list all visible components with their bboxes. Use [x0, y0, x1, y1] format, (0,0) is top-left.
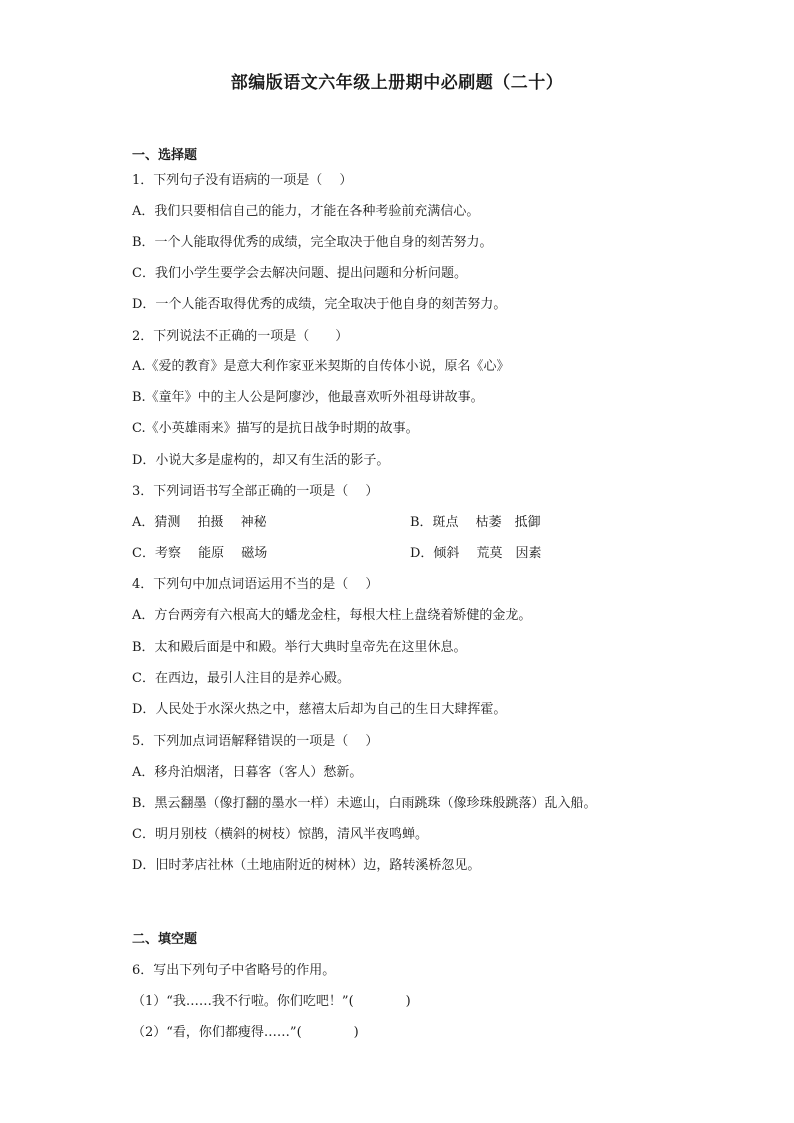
question-4-option-a: A．方台两旁有六根高大的蟠龙金柱，每根大柱上盘绕着矫健的金龙。	[132, 608, 532, 623]
question-1-option-d: D．一个人能否取得优秀的成绩，完全取决于他自身的刻苦努力。	[132, 297, 507, 312]
question-3-option-a: A．猜测 拍摄 神秘	[132, 515, 267, 530]
question-4-stem: 4．下列句中加点词语运用不当的是（ ）	[132, 577, 379, 592]
question-3-option-b: B．斑点 枯萎 抵御	[410, 515, 541, 530]
question-5-option-b: B．黑云翻墨（像打翻的墨水一样）未遮山，白雨跳珠（像珍珠般跳落）乱入船。	[132, 796, 597, 811]
question-6-stem: 6．写出下列句子中省略号的作用。	[132, 963, 336, 978]
question-1-option-b: B．一个人能取得优秀的成绩，完全取决于他自身的刻苦努力。	[132, 235, 493, 250]
question-6-sub-1: （1）“我……我不行啦。你们吃吧！”( )	[132, 994, 411, 1009]
question-2-option-b: B.《童年》中的主人公是阿廖沙，他最喜欢听外祖母讲故事。	[132, 390, 484, 405]
question-1-option-c: C．我们小学生要学会去解决问题、提出问题和分析问题。	[132, 266, 467, 281]
question-5-option-c: C．明月别枝（横斜的树枝）惊鹊，清风半夜鸣蝉。	[132, 827, 428, 842]
question-3-option-c: C．考察 能原 磁场	[132, 546, 268, 561]
question-4-option-d: D．人民处于水深火热之中，慈禧太后却为自己的生日大肆挥霍。	[132, 702, 507, 717]
question-2-option-d: D．小说大多是虚构的，却又有生活的影子。	[132, 453, 390, 468]
question-5-option-d: D．旧时茅店社林（土地庙附近的树林）边，路转溪桥忽见。	[132, 858, 481, 873]
section-heading-choice: 一、选择题	[132, 148, 198, 163]
question-5-stem: 5．下列加点词语解释错误的一项是（ ）	[132, 734, 379, 749]
question-4-option-b: B．太和殿后面是中和殿。举行大典时皇帝先在这里休息。	[132, 640, 467, 655]
question-1-option-a: A．我们只要相信自己的能力，才能在各种考验前充满信心。	[132, 204, 480, 219]
question-6-sub-2: （2）“看，你们都瘦得……”( )	[132, 1025, 359, 1040]
section-heading-fill: 二、填空题	[132, 932, 198, 947]
question-2-option-c: C.《小英雄雨来》描写的是抗日战争时期的故事。	[132, 421, 419, 436]
question-4-option-c: C．在西边，最引人注目的是养心殿。	[132, 671, 350, 686]
question-3-stem: 3．下列词语书写全部正确的一项是（ ）	[132, 484, 379, 499]
page-title: 部编版语文六年级上册期中必刷题（二十）	[230, 73, 564, 93]
question-2-option-a: A.《爱的教育》是意大利作家亚米契斯的自传体小说，原名《心》	[132, 359, 510, 374]
question-1-stem: 1．下列句子没有语病的一项是（ ）	[132, 173, 353, 188]
question-5-option-a: A．移舟泊烟渚，日暮客（客人）愁新。	[132, 765, 363, 780]
question-3-option-d: D．倾斜 荒莫 因素	[410, 546, 542, 561]
question-2-stem: 2．下列说法不正确的一项是（ ）	[132, 329, 349, 344]
